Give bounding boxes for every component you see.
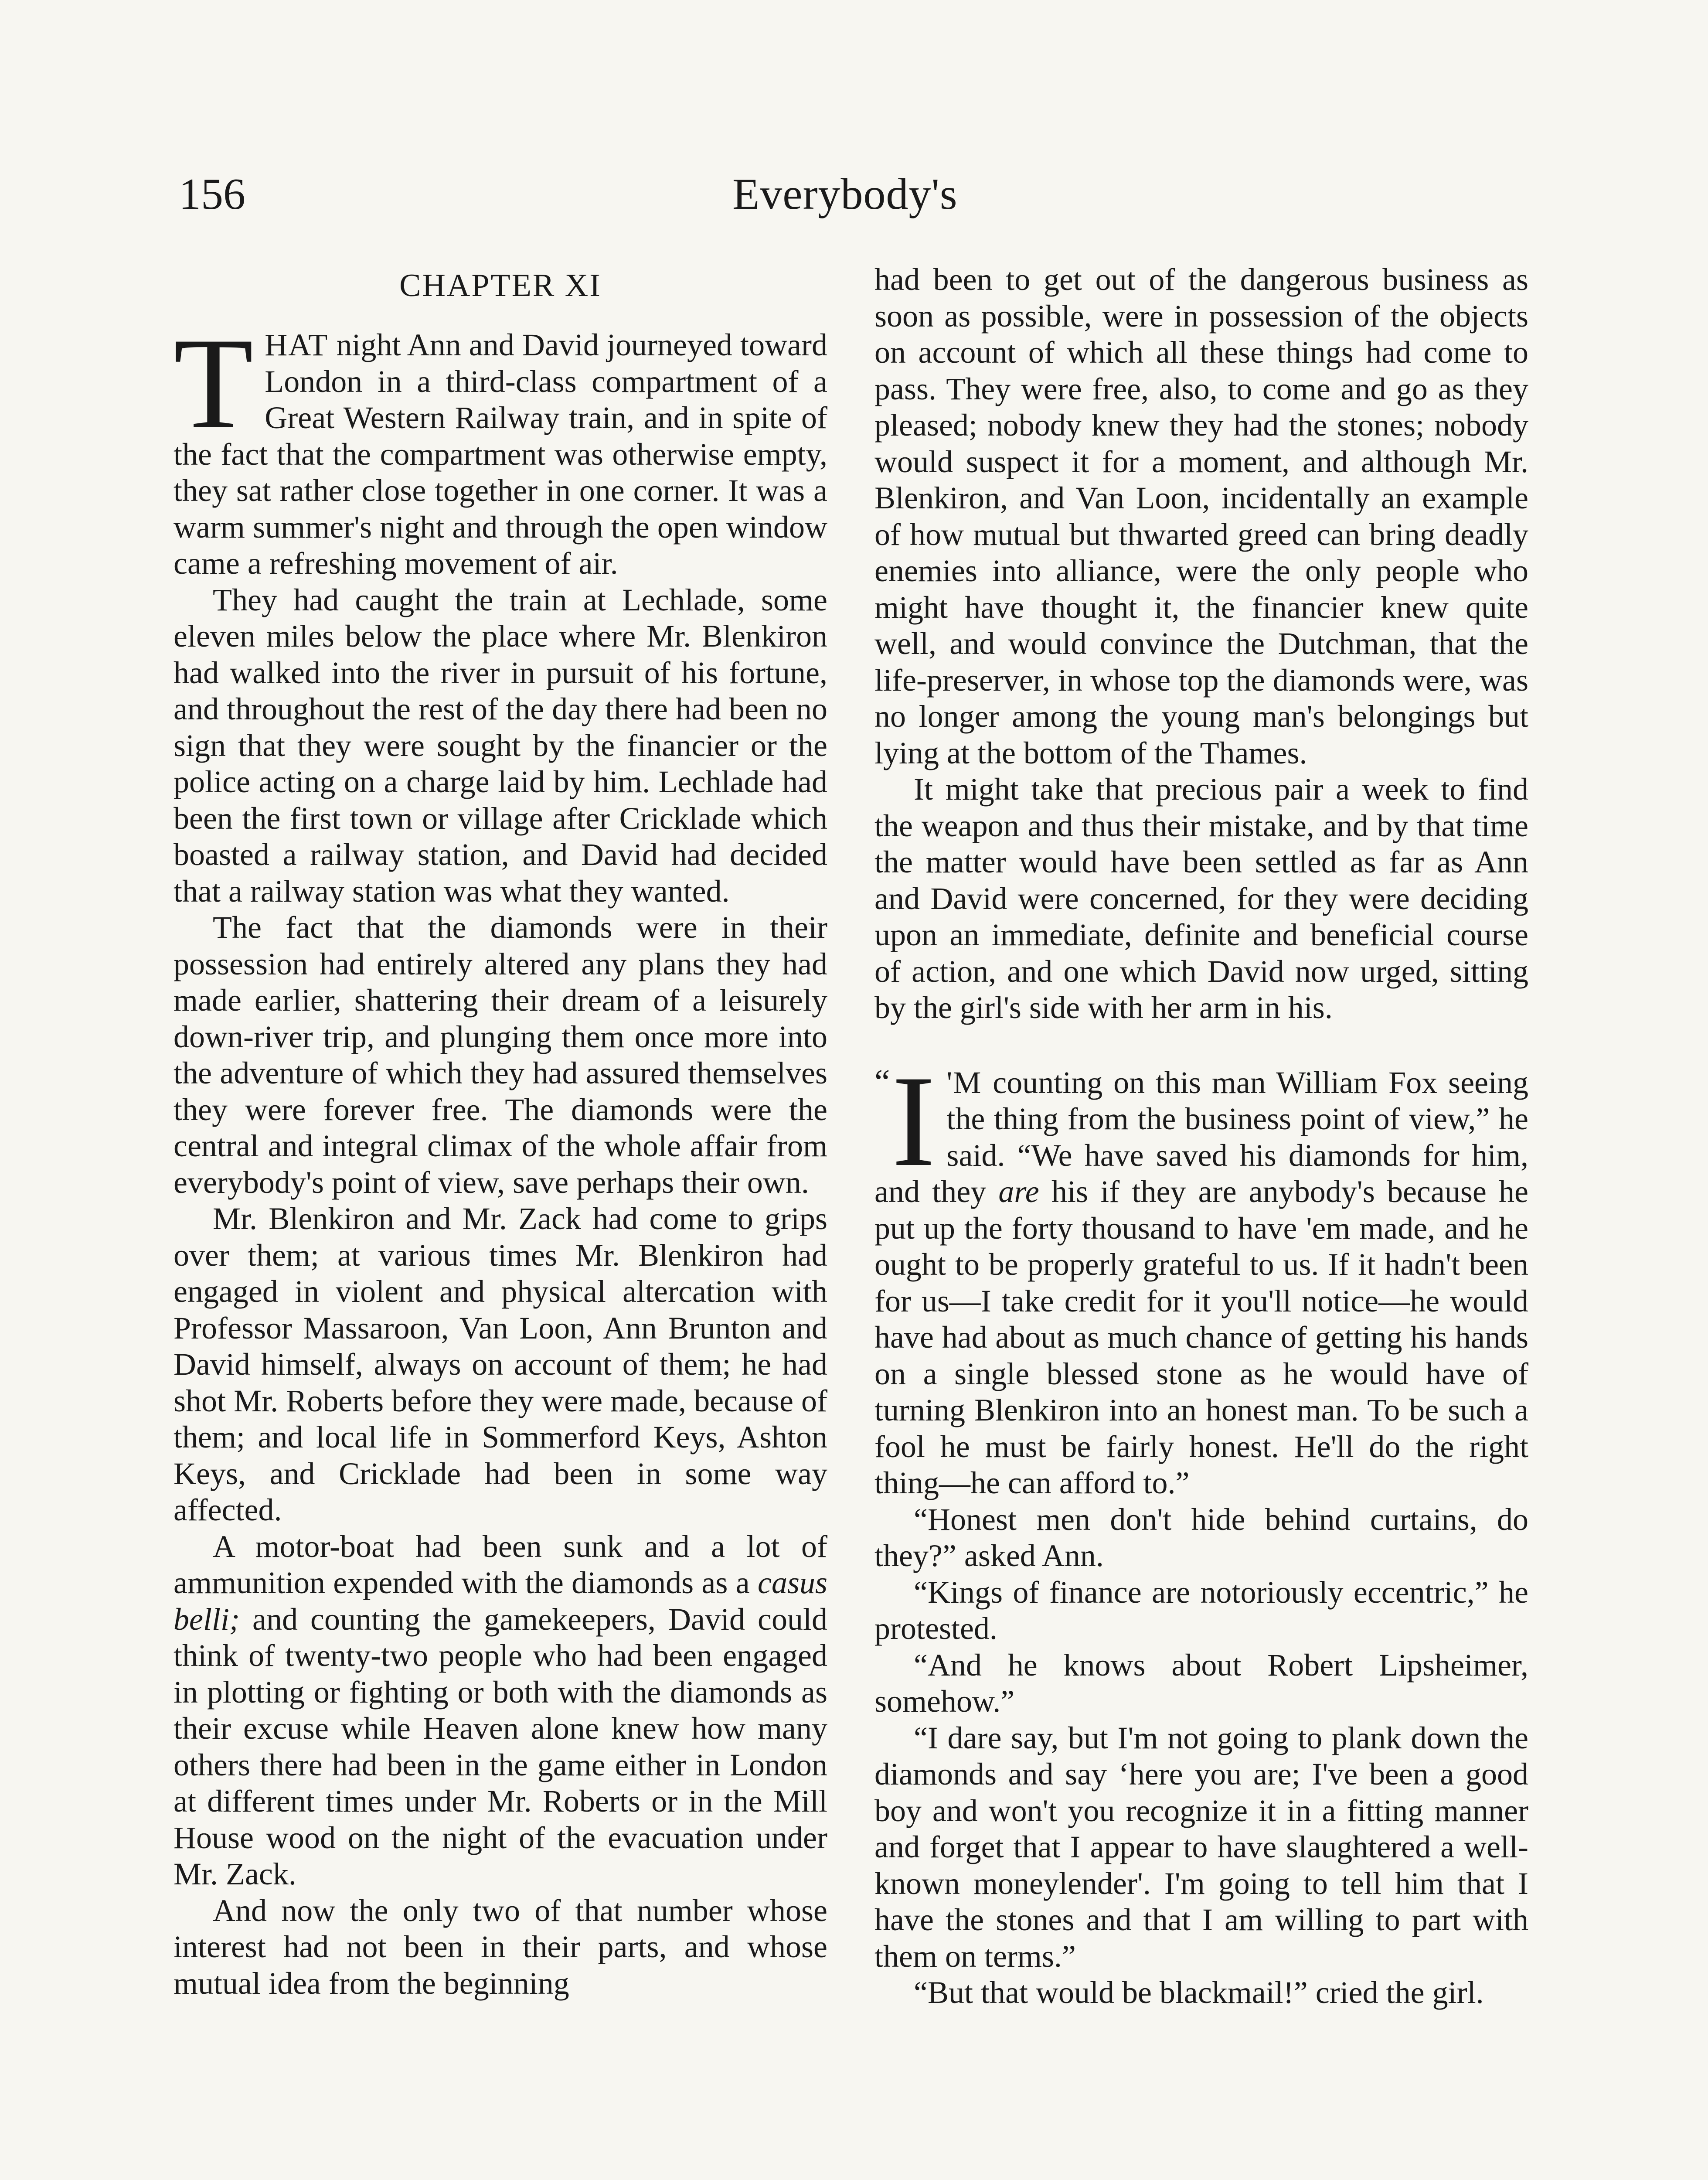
lead-word: HAT	[265, 327, 329, 362]
paragraph-text: counting on this man William Fox seeing the thing from the business point of view,” he said. “We have saved his diamonds for him, and they	[874, 1065, 1528, 1209]
paragraph: “But that would be blackmail!” cried the girl.	[914, 1975, 1484, 2010]
right-column	[874, 262, 1528, 2011]
chapter-heading: CHAPTER XI	[399, 268, 602, 303]
paragraph: “Honest men don't hide behind curtains, do they?” asked Ann.	[874, 1502, 1528, 1573]
paragraph	[174, 311, 827, 582]
running-head: Everybody's	[732, 170, 958, 219]
drop-cap: I	[891, 1048, 936, 1193]
open-quote: “	[874, 1063, 890, 1101]
paragraph: Mr. Blenkiron and Mr. Zack had come to grips over them; at various times Mr. Blenkiron had engaged in violent and physical altercation with Professor Massaroon, Van Loon, Ann Brunton and David himself, always on account of them; he had shot Mr. Roberts before they were made, because of them; and local life in Sommerford Keys, Ashton Keys, and Cricklade had been in some way affected.	[174, 1201, 827, 1527]
paragraph: “And he knows about Robert Lipsheimer, somehow.”	[874, 1647, 1528, 1719]
page-number: 156	[179, 170, 245, 219]
italic-word: are	[998, 1174, 1039, 1209]
section-break	[874, 1026, 1528, 1065]
drop-cap: T	[174, 311, 254, 456]
paragraph: “I dare say, but I'm not going to plank down the diamonds and say ‘here you are; I've been a good boy and won't you recognize it in a fitting manner and forget that I appear to have slaughtered a well-known moneylender'. I'm going to tell him that I have the stones and that I am willing to part with them on terms.”	[874, 1720, 1528, 1974]
paragraph: It might take that precious pair a week to find the weapon and thus their mistake, and by that time the matter would have been settled as far as Ann and David were concerned, for they were deciding upon an immediate, definite and beneficial course of action, and one which David now urged, sitting by the girl's side with her arm in his.	[874, 772, 1528, 1025]
paragraph: The fact that the diamonds were in their possession had entirely altered any plans they had made earlier, shattering their dream of a leisurely down-river trip, and plunging them once more into the adventure of which they had assured themselves they were forever free. The diamonds were the central and integral climax of the whole affair from everybody's point of view, save perhaps their own.	[174, 910, 827, 1200]
paragraph-text: and counting the gamekeepers, David could think of twenty-two people who had been engaged in plotting or fighting or both with the diamonds as their excuse while Heaven alone knew how many others there had been in the game either in London at different times under Mr. Roberts or in the Mill House wood on the night of the evacuation under Mr. Zack.	[174, 1601, 827, 1891]
paragraph-text: night Ann and David journeyed toward London in a third-class compartment of a Great Western Railway train, and in spite of the fact that the compartment was otherwise empty, they sat rather close together in one corner. It was a warm summer's night and through the open window came a refreshing movement of air.	[174, 327, 827, 581]
italic-phrase: casus belli;	[174, 1565, 827, 1637]
paragraph-text: his if they are anybody's because he put up the forty thousand to have 'em made, and he ought to be properly grateful to us. If it hadn't been for us—I take credit for it you'll notice—he would have had about as much chance of getting his hands on a single blessed stone as he would have of turning Blenkiron into an honest man. To be such a fool he must be fairly honest. He'll do the right thing—he can afford to.”	[874, 1174, 1529, 1500]
lead-word: 'M	[946, 1065, 982, 1100]
paragraph: They had caught the train at Lechlade, some eleven miles below the place where Mr. Blenkiron had walked into the river in pursuit of his fortune, and throughout the rest of the day there had been no sign that they were sought by the financier or the police acting on a charge laid by him. Lechlade had been the first town or village after Cricklade which boasted a railway station, and David had decided that a railway station was what they wanted.	[174, 582, 827, 909]
paragraph	[874, 1048, 1529, 1502]
paragraph-text: A motor-boat had been sunk and a lot of ammunition expended with the diamonds as a	[174, 1529, 827, 1600]
paragraph: “Kings of finance are notoriously eccentric,” he protested.	[874, 1574, 1528, 1646]
paragraph: And now the only two of that number whose interest had not been in their parts, and whose mutual idea from the beginning	[174, 1893, 827, 2001]
paragraph	[174, 1529, 827, 1893]
paragraph: had been to get out of the dangerous business as soon as possible, were in possession of the objects on account of which all these things had come to pass. They were free, also, to come and go as they pleased; nobody knew they had the stones; nobody would suspect it for a moment, and although Mr. Blenkiron, and Van Loon, incidentally an example of how mutual but thwarted greed can bring deadly enemies into alliance, were the only people who might have thought it, the financier knew quite well, and would convince the Dutchman, that the life-preserver, in whose top the diamonds were, was no longer among the young man's belongings but lying at the bottom of the Thames.	[874, 262, 1528, 770]
left-column	[174, 262, 827, 2002]
